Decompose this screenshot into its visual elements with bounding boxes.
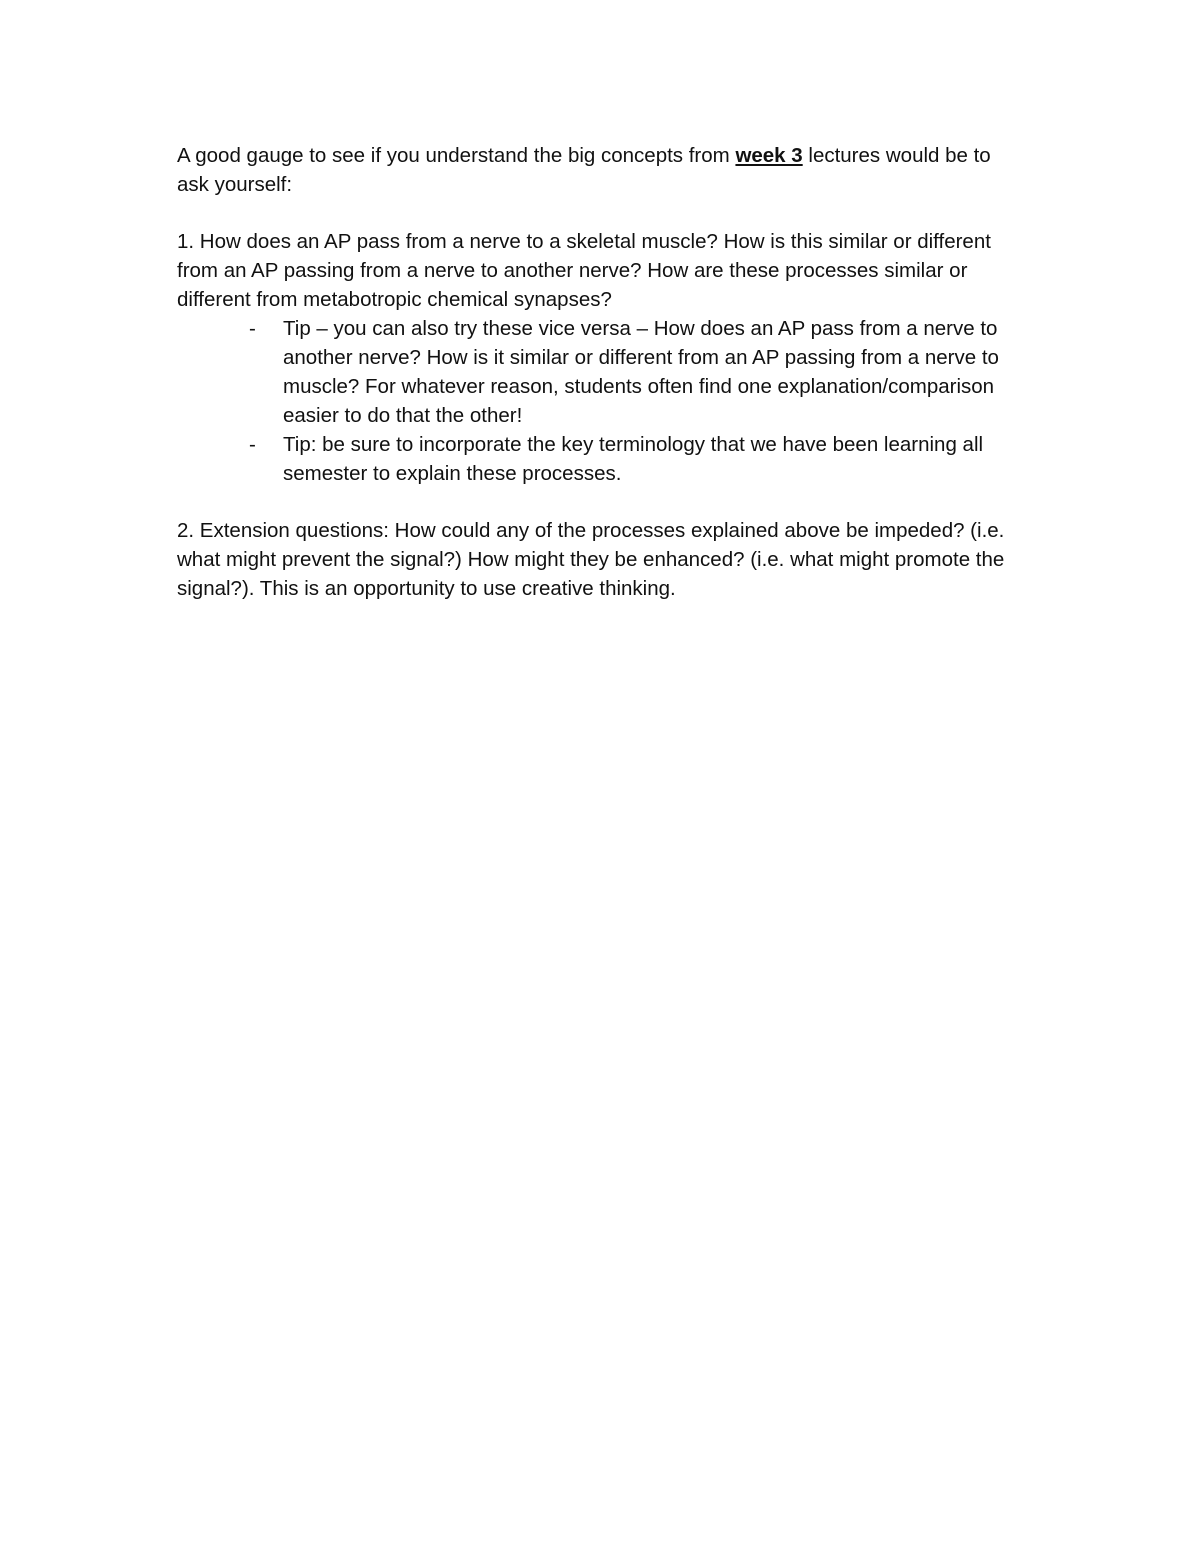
question-2-number: 2.	[177, 519, 195, 542]
question-2	[177, 516, 1027, 603]
question-1-number: 1.	[177, 230, 195, 253]
tips-list	[177, 314, 1027, 488]
week-emphasis: week 3	[735, 144, 803, 167]
tip-bullet: -	[249, 433, 256, 456]
intro-text-after: lectures would be to ask yourself:	[177, 144, 991, 196]
intro-paragraph	[177, 141, 1027, 199]
tip-text: Tip – you can also try these vice versa – How does an AP pass from a nerve to another nerve? How is it similar or different from an AP passing from a nerve to muscle? For whatever reason, students often find one explanation/comparison easier to do that the other!	[283, 317, 999, 427]
question-1-text: How does an AP pass from a nerve to a skeletal muscle? How is this similar or different from an AP passing from a nerve to another nerve? How are these processes similar or different from metabotropic chemical synapses?	[177, 230, 991, 311]
question-2-text: Extension questions: How could any of the processes explained above be impeded? (i.e. what might prevent the signal?) How might they be enhanced? (i.e. what might promote the signal?). This is an opportunity to use creative thinking.	[177, 519, 1005, 600]
tip-text: Tip: be sure to incorporate the key terminology that we have been learning all semester to explain these processes.	[283, 433, 984, 485]
document-body	[177, 141, 1027, 603]
spacer	[177, 199, 1027, 227]
tip-item	[177, 314, 1027, 430]
intro-text-before: A good gauge to see if you understand the big concepts from	[177, 144, 736, 167]
tip-item	[177, 430, 1027, 488]
question-1	[177, 227, 1027, 314]
tip-bullet: -	[249, 317, 256, 340]
spacer	[177, 488, 1027, 516]
